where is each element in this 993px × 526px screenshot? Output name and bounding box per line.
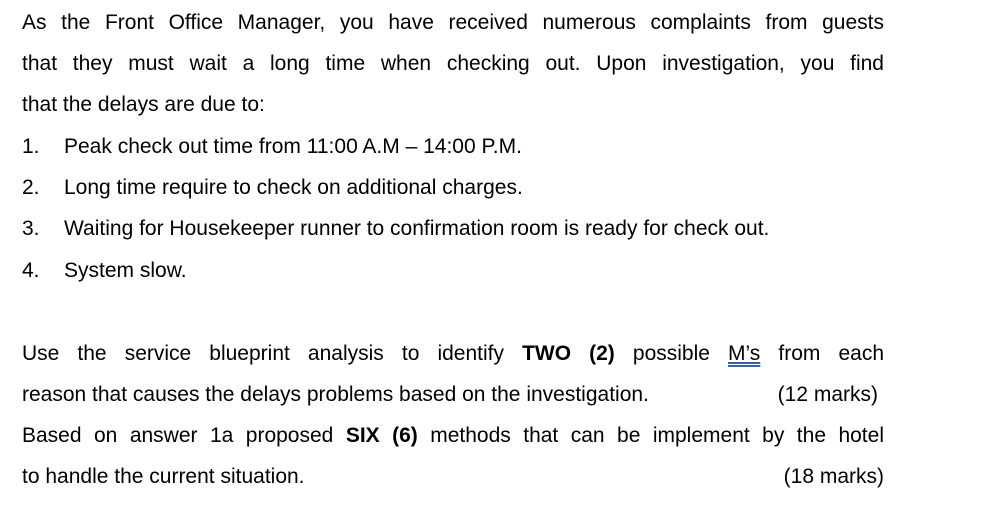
q2-marks: (18 marks) (783, 465, 884, 488)
q1-text-a: Use the service blueprint analysis to identify (22, 342, 523, 365)
q1-underlined-word: M’s (728, 342, 761, 365)
list-text: Long time require to check on additional charges. (64, 176, 523, 199)
intro-line-1: As the Front Office Manager, you have received numerous complaints from guests (22, 11, 884, 34)
list-text: Peak check out time from 11:00 A.M – 14:00 P.M. (64, 135, 522, 158)
list-number: 3. (22, 217, 40, 240)
list-item (22, 215, 884, 243)
list-item (22, 174, 884, 202)
q1-text-c: from each (760, 342, 885, 365)
q1-marks: (12 marks) (777, 383, 878, 406)
question-1-line-2 (22, 381, 884, 409)
q1-text-b: possible (614, 342, 729, 365)
list-item (22, 133, 884, 161)
q1-bold: TWO (2) (522, 342, 615, 365)
q2-bold: SIX (6) (345, 424, 418, 447)
q2-text-a: Based on answer 1a proposed (22, 424, 346, 447)
list-number: 4. (22, 259, 40, 282)
question-1-line-1 (22, 340, 884, 368)
q2-line2-text: to handle the current situation. (22, 465, 305, 488)
list-item (22, 257, 884, 285)
list-text: Waiting for Housekeeper runner to confirmation room is ready for check out. (64, 217, 770, 240)
q2-text-b: methods that can be implement by the hotel (417, 424, 884, 447)
question-2-line-1 (22, 422, 884, 450)
list-number: 2. (22, 176, 40, 199)
question-2-line-2 (22, 463, 884, 491)
list-number: 1. (22, 135, 40, 158)
q1-line2-text: reason that causes the delays problems based on the investigation. (22, 383, 649, 406)
intro-line-3: that the delays are due to: (22, 93, 265, 116)
intro-line-2: that they must wait a long time when checking out. Upon investigation, you find (22, 52, 884, 75)
list-text: System slow. (64, 259, 187, 282)
